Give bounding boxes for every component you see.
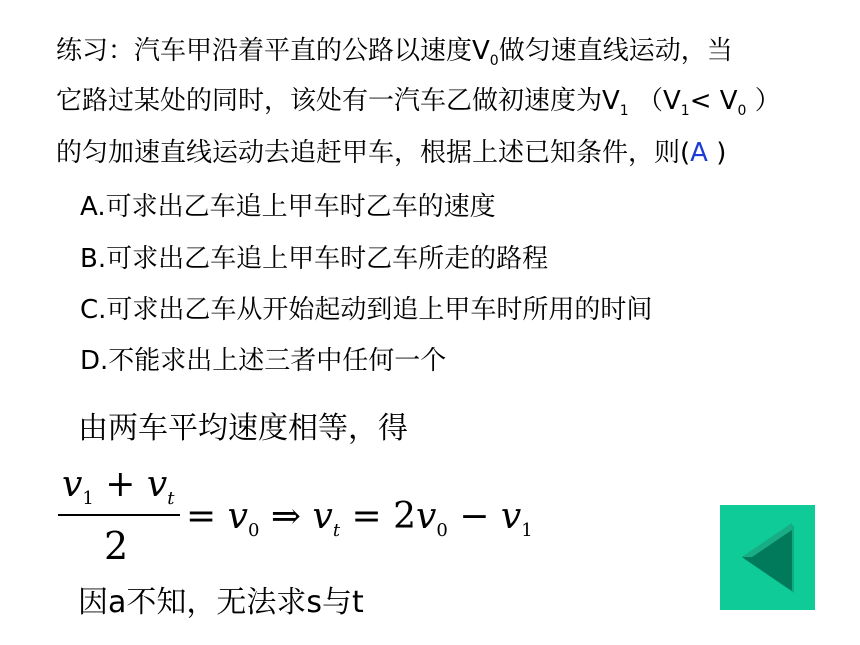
question-text: 的匀加速直线运动去追赶甲车，根据上述已知条件，则( [56,138,691,168]
fraction [58,462,180,572]
fraction-numerator: $v_1 + v_t$ [62,464,175,509]
formula-rhs: = $v_0$ ⇒ $v_t = 2v_0 - v_1$ [186,496,533,541]
subscript: 1 [680,103,690,119]
previous-arrow-icon [720,505,815,610]
formula [58,462,578,582]
fraction-denominator: 2 [104,524,129,568]
question-text: ) [707,138,727,168]
question-text: 做匀速直线运动，当 [498,36,733,66]
question-text: 练习：汽车甲沿着平直的公路以速度V [56,36,490,66]
question-text: （V [628,86,681,116]
option-d: D.不能求出上述三者中任何一个 [80,346,447,376]
question-line-2 [56,84,781,128]
answer-letter: A [690,138,708,168]
previous-slide-button[interactable] [720,505,815,610]
explanation-text: 由两车平均速度相等，得 [78,411,408,446]
option-c: C.可求出乙车从开始起动到追上甲车时所用的时间 [80,295,653,325]
question-text: < V [689,86,738,116]
conclusion-text: 因a不知，无法求s与t [78,585,364,620]
option-b: B.可求出乙车追上甲车时乙车所走的路程 [80,244,549,274]
question-text: ） [746,86,781,116]
option-a: A.可求出乙车追上甲车时乙车的速度 [80,192,496,222]
fraction-bar [58,514,180,516]
question-text: 它路过某处的同时，该处有一汽车乙做初速度为V [56,86,620,116]
question-line-1 [56,34,733,78]
question-line-3 [56,136,726,170]
subscript: 1 [619,103,629,119]
subscript: 0 [737,103,747,119]
subscript: 0 [489,53,499,69]
